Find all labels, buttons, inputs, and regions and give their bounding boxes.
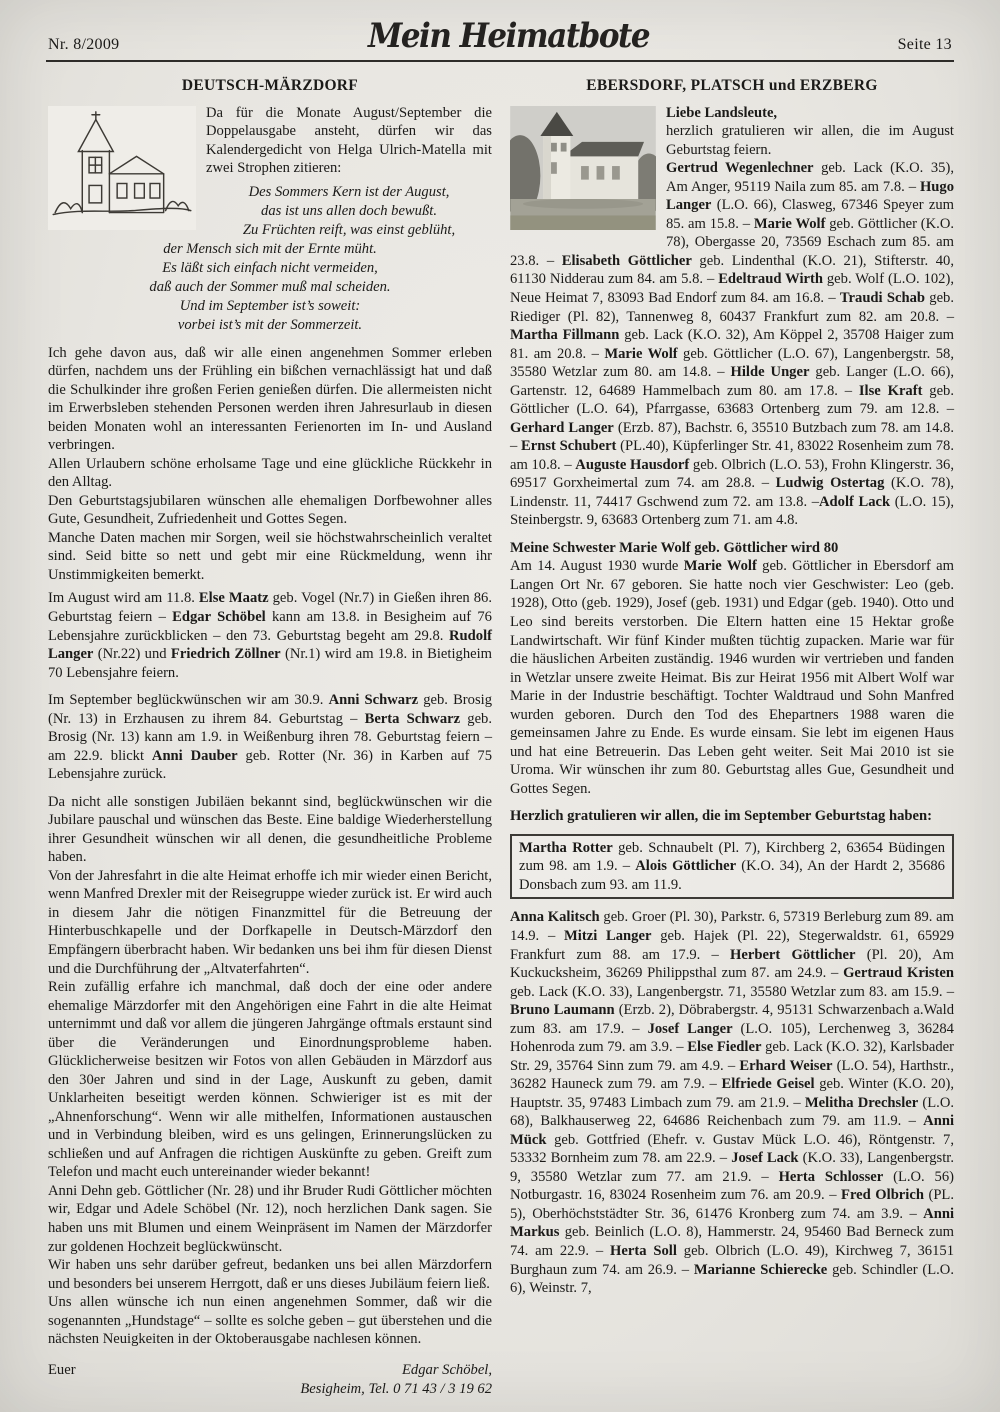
article-title-deutsch-maerzdorf: DEUTSCH-MÄRZDORF: [181, 77, 359, 94]
august-jubilees-paragraph: Im August wird am 11.8. Else Maatz geb. Vogel (Nr.7) in Gießen ihren 86. Geburtstag feiern – Edgar Schöbel kann am 13.8. in Besigheim auf 76 Lebensjahre zurückblicken – den 73. Geburtstag begeht am 29.8. Rudolf Langer (Nr.22) und Friedrich Zöllner (Nr.1) wird am 19.8. in Bietigheim 70 Lebensjahre feiern.: [48, 590, 492, 681]
subheading-marie-wolf: Meine Schwester Marie Wolf geb. Göttlicher wird 80: [510, 539, 839, 556]
august-greeting-paragraph: herzlich gratulieren wir allen, die im August Geburtstag feiern.: [666, 123, 954, 158]
page-number: Seite 13: [897, 36, 952, 53]
signature-block: [48, 1361, 492, 1399]
church-sketch-image: [48, 106, 196, 236]
august-birthday-list: Gertrud Wegenlechner geb. Lack (K.O. 35), Am Anger, 95119 Naila zum 85. am 7.8. – Hugo Langer (L.O. 66), Clasweg, 67346 Speyer zum 85. am 15.8. – Marie Wolf geb. Göttlicher (K.O. 78), Obergasse 20, 73569 Eschach zum 85. am 23.8. – Elisabeth Göttlicher geb. Lindenthal (K.O. 21), Stifterstr. 40, 61130 Nidderau zum 84. am 5.8. – Edeltraud Wirth geb. Wolf (L.O. 102), Neue Heimat 7, 83093 Bad Endorf zum 84. am 16.8. – Traudi Schab geb. Riediger (Pl. 82), Tannenweg 8, 60437 Frankfurt zum 82. am 20.8. – Martha Fillmann geb. Lack (K.O. 32), Am Köppel 2, 35708 Haiger zum 81. am 20.8. – Marie Wolf geb. Göttlicher (L.O. 67), Langenbergstr. 58, 35580 Wetzlar zum 80. am 14.8. – Hilde Unger geb. Langer (L.O. 66), Gartenstr. 12, 64689 Hammelbach zum 80. am 17.8. – Ilse Kraft geb. Göttlicher (L.O. 64), Pfarrgasse, 63683 Ortenberg zum 79. am 12.8. – Gerhard Langer (Erzb. 87), Bachstr. 6, 35510 Butzbach zum 78. am 14.8. – Ernst Schubert (PL.40), Küpferlinger Str. 41, 83022 Rosenheim zum 78. am 10.8. – Auguste Hausdorf geb. Olbrich (L.O. 53), Frohn Klingerstr. 36, 69517 Gorxheimertal zum 74. am 28.8. – Ludwig Ostertag (K.O. 78), Lindenstr. 11, 74417 Gschwend zum 72. am 13.8. –Adolf Lack (L.O. 15), Steinbergstr. 9, 63683 Ortenberg zum 71. am 4.8.: [510, 160, 955, 529]
vacationers-paragraph: Allen Urlaubern schöne erholsame Tage und eine glückliche Rückkehr in den Alltag.: [48, 455, 492, 491]
church-photo-image: [510, 106, 656, 236]
signoff-word: Euer: [48, 1361, 76, 1378]
subheading-september-birthdays: Herzlich gratulieren wir allen, die im September Geburtstag haben:: [510, 808, 932, 825]
thanks-paragraph: Anni Dehn geb. Göttlicher (Nr. 28) und ihr Bruder Rudi Göttlicher möchten wir, Edgar und Adele Schöbel (Nr. 12), noch herzlichen Dank sagen. Sie haben uns mit Blumen und einem Weinpräsent im Namen der Märzdorfer zur goldenen Hochzeit beglückwünscht.: [48, 1182, 492, 1255]
calendar-poem: Des Sommers Kern ist der August, das ist uns allen doch bewußt. Zu Früchten reift, was einst geblüht, der Mensch sich mit der Ernte müht. Es läßt sich einfach nicht vermeiden, daß auch der Sommer muß mal scheiden. Und im September ist’s soweit: vorbei ist’s mit der Sommerzeit.: [149, 183, 456, 333]
article-title-ebersdorf: EBERSDORF, PLATSCH und ERZBERG: [586, 77, 878, 94]
september-jubilees-paragraph: Im September beglückwünschen wir am 30.9. Anni Schwarz geb. Brosig (Nr. 13) in Erzhausen zu ihrem 84. Geburtstag – Berta Schwarz geb. Brosig (Nr. 13) kann am 1.9. in Weißenburg ihren 78. Geburtstag feiern – am 22.9. blickt Anni Dauber geb. Rotter (Nr. 36) in Karben auf 75 Lebensjahre zurück.: [48, 692, 492, 783]
issue-number: Nr. 8/2009: [48, 36, 120, 53]
article-ebersdorf-platsch-erzberg: [510, 74, 954, 1399]
september-highlight-text: Martha Rotter geb. Schnaubelt (Pl. 7), Kirchberg 2, 63654 Büdingen zum 98. am 1.9. – Alois Göttlicher (K.O. 34), An der Hardt 2, 35686 Donsbach zum 93. am 11.9.: [519, 839, 946, 893]
jahresfahrt-paragraph: Von der Jahresfahrt in die alte Heimat erhoffe ich mir wieder einen Bericht, wenn Manfred Drexler mit der Reisegruppe wieder zurück ist. Er wird auch in diesem Jahr die nötigen Finanzmittel für die Betreuung der Hinterbuschkapelle und der Dorfkapelle in Deutsch-Märzdorf den Empfängern überbracht haben. Wir bedanken uns bei ihm für diesen Dienst und die Durchführung der „Altvaterfahrten“.: [48, 867, 492, 977]
hundstage-paragraph: Uns allen wünsche ich nun einen angenehmen Sommer, daß wir die sogenannten „Hundstage“ – sollte es solche geben – gut überstehen und die nächsten Neuigkeiten in der Oktoberausgabe nachlesen können.: [48, 1294, 492, 1348]
article-deutsch-maerzdorf: [48, 74, 492, 1399]
marie-wolf-story-paragraph: Am 14. August 1930 wurde Marie Wolf geb. Göttlicher in Ebersdorf am Langen Ort Nr. 67 geboren. Sie hatte noch vier Geschwister: Leo (geb. 1928), Otto (geb. 1929), Josef (geb. 1931) und Edgar (geb. 1940). Otto und Leo sind bereits verstorben. Die Eltern hatten eine 15 Hektar große Landwirtschaft. Wir fünf Kinder mußten tüchtig zupacken. Marie war für die häuslichen Arbeiten zuständig. 1946 wurden wir vertrieben und fanden in Wetzlar unsere zweite Heimat. Bis zur Heirat 1956 mit Albert Wolf war Marie in der Industrie beschäftigt. Tochter Waldtraud und Sohn Manfred wurden geboren. Durch den Tod des Ehepartners 1988 waren die gemeinsamen Jahre zu Ende. Es wurde einsam. Sie lebt im eigenen Haus und hat eine Betreuerin. Das Leben geht weiter. Seit Mai 2010 ist sie Uroma. Wir wünschen ihr zum 80. Geburtstag alles Gue, Gesundheit und Gottes Segen.: [510, 558, 954, 797]
salutation-line: Liebe Landsleute,: [666, 104, 778, 121]
intro-paragraph: Da für die Monate August/September die Doppelausgabe ansteht, dürfen wir das Kalendergedicht von Helga Ulrich-Matella mit zwei Strophen zitieren:: [206, 104, 492, 177]
ahnenforschung-paragraph: Rein zufällig erfahre ich manchmal, daß doch der eine oder andere ehemalige Märzdorfer mit den Angehörigen eine Fahrt in die alte Heimat unternimmt und daß vor allem die jüngeren Jahrgänge oftmals erstaunt sind über die Veränderungen und Einordnungsprobleme haben. Glücklicherweise besitzen wir Fotos von allen Gebäuden in Märzdorf aus den 30er Jahren und sind in der Lage, Auskunft zu geben, damit Unklarheiten beseitigt werden können. Schwieriger ist es mit der „Ahnenforschung“. Wenn wir alle mithelfen, Informationen austauschen und in Verbindung bleiben, wird es uns gelingen, Erinnerungslücken zu schließen und auf Anfragen die richtigen Auskünfte zu geben. Greift zum Telefon und macht euch untereinander wieder bekannt!: [48, 979, 492, 1181]
birthday-wishes-paragraph: Den Geburtstagsjubilaren wünschen alle ehemaligen Dorfbewohner alles Gute, Gesundheit, Zufriedenheit und Gottes Segen.: [48, 492, 492, 528]
summer-outlook-paragraph: Ich gehe davon aus, daß wir alle einen angenehmen Sommer erleben dürfen, nachdem uns der Frühling ein bißchen vernachlässigt hat und daß die Schulkinder ihre großen Ferien genießen dürfen. Die allermeisten nicht im Erwerbsleben stehenden Personen werden ihren Jahresurlaub in diesen beiden Monaten wohl an interessanten Ferienorten im In- und Ausland verbringen.: [48, 344, 492, 454]
gratitude-paragraph: Wir haben uns sehr darüber gefreut, bedanken uns bei allen Märzdorfern und besonders bei unserem Herrgott, daß er uns dieses Jubiläum feiern ließ.: [48, 1257, 492, 1292]
september-birthday-list: Anna Kalitsch geb. Groer (Pl. 30), Parkstr. 6, 57319 Berleburg zum 89. am 14.9. – Mitzi Langer geb. Hajek (Pl. 22), Stegerwaldstr. 61, 65929 Frankfurt zum 88. am 17.9. – Herbert Göttlicher (Pl. 20), Am Kuckucksheim, 36269 Philippsthal zum 87. am 24.9. – Gertraud Kristen geb. Lack (K.O. 33), Langenbergstr. 71, 35580 Wetzlar zum 83. am 15.9. – Bruno Laumann (Erzb. 2), Döbrabergstr. 4, 95131 Schwarzenbach a.Wald zum 83. am 17.9. – Josef Langer (L.O. 105), Lerchenweg 3, 36284 Hohenroda zum 79. am 3.9. – Else Fiedler geb. Lack (K.O. 32), Karlsbader Str. 29, 35764 Sinn zum 79. am 4.9. – Erhard Weiser (L.O. 54), Harthstr., 36282 Hauneck zum 79. am 7.9. – Elfriede Geisel geb. Winter (K.O. 20), Hauptstr. 35, 97483 Limbach zum 79. am 21.9. – Melitha Drechsler (L.O. 68), Balkhauserweg 22, 64686 Reichenbach zum 79. am 11.9. – Anni Mück geb. Gottfried (Ehefr. v. Gustav Mück L.O. 46), Röntgenstr. 7, 53332 Bornheim zum 78. am 22.9. – Josef Lack (K.O. 33), Langenbergstr. 9, 35580 Wetzlar zum 77. am 21.9. – Herta Schlosser (L.O. 56) Notburgastr. 16, 83024 Rosenheim zum 76. am 20.9. – Fred Olbrich (PL. 5), Oberhöchststädter Str. 36, 61476 Kronberg zum 74. am 3.9. – Anni Markus geb. Beinlich (L.O. 8), Hammerstr. 24, 95460 Bad Berneck zum 74. am 22.9. – Herta Soll geb. Olbrich (L.O. 49), Kirchweg 7, 36151 Burghaun zum 74. am 26.9. – Marianne Schierecke geb. Schindler (L.O. 6), Weinstr. 7,: [510, 909, 955, 1297]
general-congrats-paragraph: Da nicht alle sonstigen Jubiläen bekannt sind, beglückwünschen wir die Jubilare pauschal und wünschen das Beste. Eine baldige Wiederherstellung ihrer Gesundheit wünschen wir all denen, die gesundheitliche Probleme haben.: [48, 793, 492, 866]
page-header: [46, 0, 954, 62]
masthead-title: Mein Heimatbote: [368, 16, 650, 56]
page-body: [0, 62, 1000, 1399]
september-highlight-box: [510, 834, 954, 900]
data-concerns-paragraph: Manche Daten machen mir Sorgen, weil sie höchstwahrscheinlich veraltet sind. Seid bitte so nett und gebt mir eine Rückmeldung, wenn ihr Unstimmigkeiten bemerkt.: [48, 529, 492, 583]
signature-author: Edgar Schöbel, Besigheim, Tel. 0 71 43 / 3 19 62: [300, 1361, 492, 1397]
